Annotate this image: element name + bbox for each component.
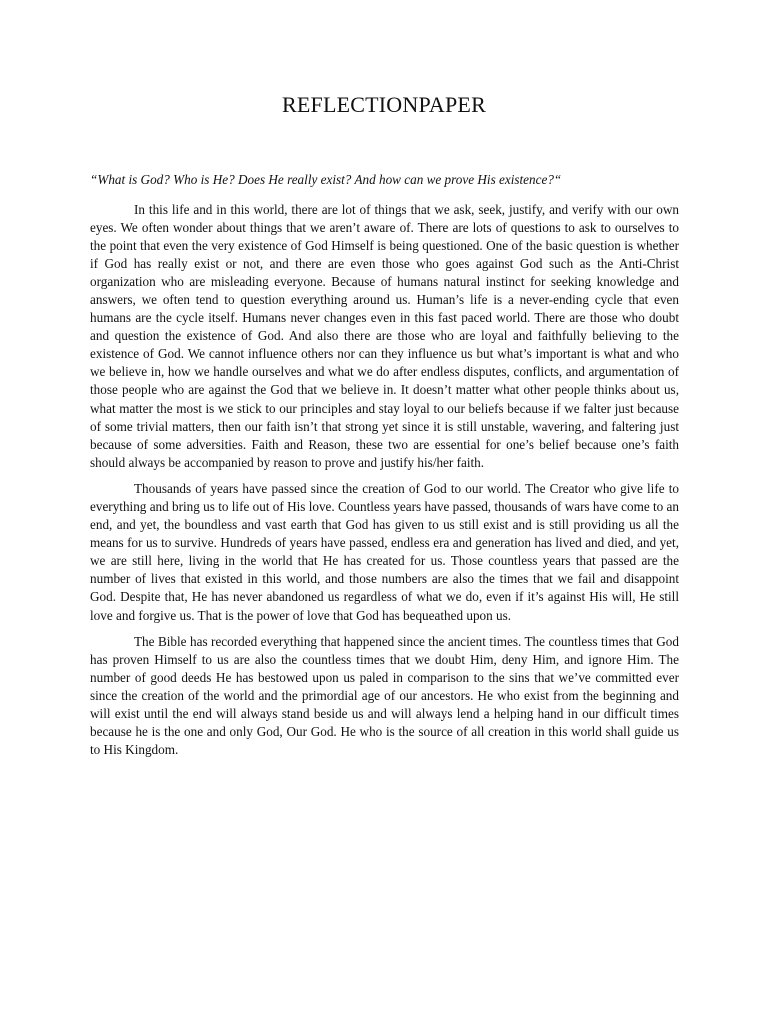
paragraph: In this life and in this world, there are lot of things that we ask, seek, justify, and verify with our own eyes. We often wonder about things that we aren’t aware of. There are lots of questions to ask to ourselves to the point that even the very existence of God Himself is being questioned. One of the basic question is whether if God has really exist or not, and there are even those who goes against God such as the Anti-Christ organization who are misleading everyone. Because of humans natural instinct for seeking knowledge and answers, we often tend to question everything around us. Human’s life is a never-ending cycle that even humans are the cycle itself. Humans never changes even in this fast paced world. There are those who doubt and question the existence of God. And also there are those who are loyal and faithfully believing to the existence of God. We cannot influence others nor can they influence us but what’s important is what and who we believe in, how we handle ourselves and what we do after endless disputes, conflicts, and argumentation of those people who are against the God that we believe in. It doesn’t matter what other people thinks about us, what matter the most is we stick to our principles and stay loyal to our beliefs because if we falter just because of some trivial matters, then our faith isn’t that strong yet since it is still unstable, wavering, and faltering just because of some adversities. Faith and Reason, these two are essential for one’s belief because one’s faith should always be accompanied by reason to prove and justify his/her faith. <box>90 202 679 470</box>
body-text <box>90 201 679 768</box>
page-title: REFLECTIONPAPER <box>282 92 486 117</box>
paragraph: Thousands of years have passed since the creation of God to our world. The Creator who give life to everything and bring us to life out of His love. Countless years have passed, thousands of wars have come to an end, and yet, the boundless and vast earth that God has given to us still exist and is still providing us all the means for us to survive. Hundreds of years have passed, endless era and generation has lived and died, and yet, we are still here, living in the world that He has created for us. Those countless years that passed are the number of lives that existed in this world, and those numbers are also the times that we fail and disappoint God. Despite that, He has never abandoned us regardless of what we do, even if it’s against His will, He still love and forgive us. That is the power of love that God has bequeathed upon us. <box>90 481 679 623</box>
opening-quote: “What is God? Who is He? Does He really exist? And how can we prove His existence?“ <box>90 172 562 187</box>
paragraph: The Bible has recorded everything that happened since the ancient times. The countless times that God has proven Himself to us are also the countless times that we doubt Him, deny Him, and ignore Him. The number of good deeds He has bestowed upon us paled in comparison to the sins that we’ve committed ever since the creation of the world and the primordial age of our ancestors. He who exist from the beginning and will exist until the end will always stand beside us and will always lend a helping hand in our difficult times because he is the one and only God, Our God. He who is the source of all creation in this world shall guide us to His Kingdom. <box>90 634 679 758</box>
